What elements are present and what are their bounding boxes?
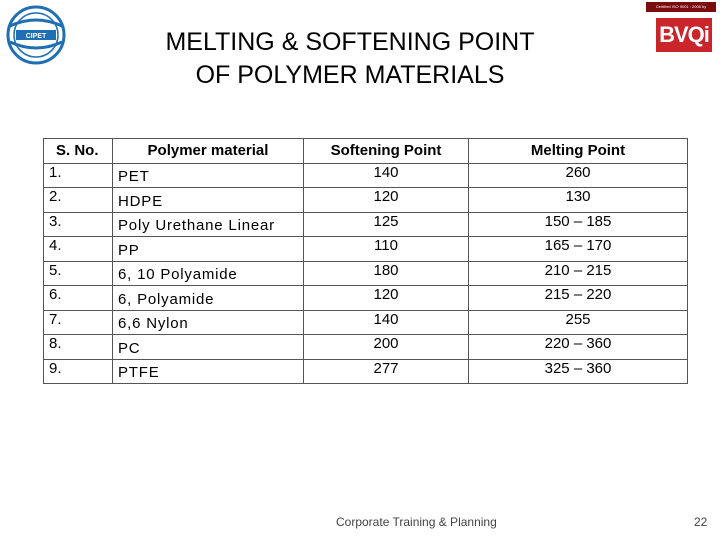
cell-sno: 9. [44,359,113,384]
table-row [44,335,688,360]
table-row [44,188,688,213]
cell-melting-point: 255 [469,310,688,335]
bvqi-brand: BVQi [656,18,712,52]
cell-softening-point: 110 [304,237,469,262]
cell-sno: 7. [44,310,113,335]
cell-polymer-material: HDPE [113,188,304,213]
cell-melting-point: 150 – 185 [469,212,688,237]
cell-polymer-material: PP [113,237,304,262]
header-softening-point: Softening Point [304,139,469,164]
title-line-2: OF POLYMER MATERIALS [195,61,505,89]
cell-polymer-material: PET [113,163,304,188]
cell-melting-point: 260 [469,163,688,188]
cell-sno: 6. [44,286,113,311]
footer-text: Corporate Training & Planning [336,515,497,529]
cell-softening-point: 140 [304,163,469,188]
cell-melting-point: 325 – 360 [469,359,688,384]
cell-polymer-material: PC [113,335,304,360]
header-melting-point: Melting Point [469,139,688,164]
table-body [44,163,688,384]
cell-softening-point: 180 [304,261,469,286]
cell-softening-point: 277 [304,359,469,384]
cell-sno: 3. [44,212,113,237]
page-number: 22 [694,515,708,529]
cipet-logo [2,4,72,66]
cell-melting-point: 130 [469,188,688,213]
cell-melting-point: 220 – 360 [469,335,688,360]
cell-sno: 1. [44,163,113,188]
header-sno: S. No. [44,139,113,164]
bvqi-certification-logo [646,2,716,54]
table-header-row [44,139,688,164]
cell-softening-point: 120 [304,188,469,213]
slide-title [130,26,570,92]
cell-melting-point: 165 – 170 [469,237,688,262]
cell-softening-point: 120 [304,286,469,311]
header-polymer-material: Polymer material [113,139,304,164]
cell-sno: 5. [44,261,113,286]
table-row [44,310,688,335]
table-row [44,237,688,262]
cell-sno: 2. [44,188,113,213]
cell-softening-point: 140 [304,310,469,335]
table-row [44,163,688,188]
cell-polymer-material: 6,6 Nylon [113,310,304,335]
cell-polymer-material: 6, Polyamide [113,286,304,311]
cell-sno: 4. [44,237,113,262]
title-line-1: MELTING & SOFTENING POINT [165,28,535,56]
table-row [44,359,688,384]
cell-softening-point: 125 [304,212,469,237]
table-row [44,286,688,311]
cell-melting-point: 210 – 215 [469,261,688,286]
cell-polymer-material: 6, 10 Polyamide [113,261,304,286]
table-row [44,261,688,286]
cell-melting-point: 215 – 220 [469,286,688,311]
cipet-logo-text: CIPET [25,33,47,40]
polymer-points-table [43,138,688,384]
cell-sno: 8. [44,335,113,360]
cell-polymer-material: Poly Urethane Linear [113,212,304,237]
cell-softening-point: 200 [304,335,469,360]
cell-polymer-material: PTFE [113,359,304,384]
table-row [44,212,688,237]
certification-strip: Certified ISO 9001 : 2008 by [646,2,716,12]
